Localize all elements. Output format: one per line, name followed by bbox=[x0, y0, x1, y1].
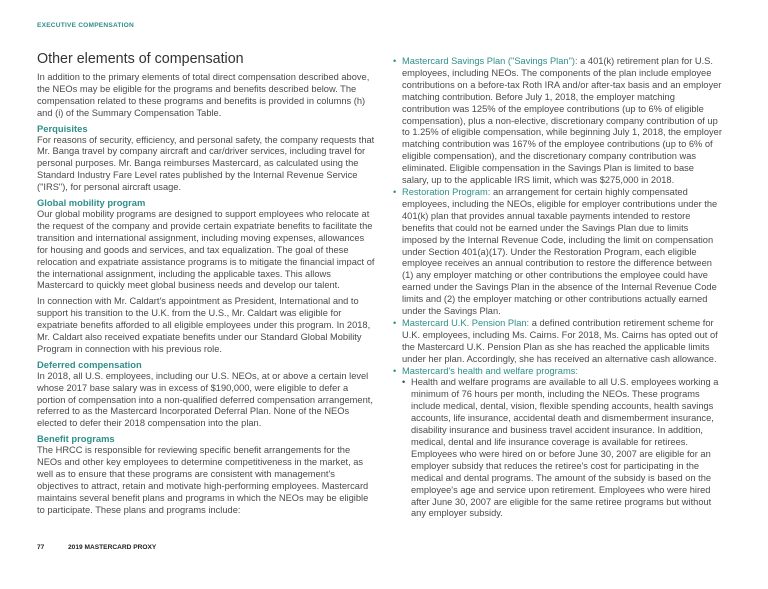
paragraph: For reasons of security, efficiency, and personal safety, the company requests that Mr. Banga travel by company aircraft and car/driver services, including travel for personal purposes. Mr. Banga reimburses Mastercard, as calculated using the Standard Industry Fare Level rates published by the Internal Revenue Service ("IRS"), for personal aircraft usage. bbox=[37, 134, 375, 193]
paragraph: In connection with Mr. Caldart's appointment as President, International and to support his transition to the U.K. from the U.S., Mr. Caldart was eligible for expatriate benefits afforded to all eligible employees under this program. In 2018, Mr. Caldart also received expatiate benefits under our Standard Global Mobility Program in connection with his previous role. bbox=[37, 296, 371, 354]
heading-global-mobility: Global mobility program bbox=[37, 197, 146, 209]
bullet-icon: • bbox=[393, 186, 397, 197]
list-item-uk-pension-plan bbox=[393, 318, 723, 366]
sub-list bbox=[402, 377, 723, 520]
heading-benefit-programs: Benefit programs bbox=[37, 433, 115, 445]
description: a 401(k) retirement plan for U.S. employees, including NEOs. The components of the plan include employee contributions on a before-tax Roth IRA and/or after-tax basis and an employer matching contribution. Before July 1, 2018, the employer matching contribution was 125% of the employee contributions (up to 6% of eligible compensation), plus a non-elective, discretionary company contribution of up to 1.25% of eligible compensation, while beginning July 1, 2018, the employer matching contribution was 167% of the employee contributions (up to 6% of eligible compensation), and the discretionary company contribution was eliminated. Eligible compensation in the Savings Plan is limited to base salary, up to the applicable IRS limit, which was $275,000 in 2018. bbox=[402, 56, 722, 186]
sub-list-item bbox=[402, 377, 723, 520]
paragraph: The HRCC is responsible for reviewing specific benefit arrangements for the NEOs and other key employees to determine competitiveness in the market, as well as to ensure that these programs are consistent with management's objectives to attract, retain and motivate high-performing employees. Mastercard maintains several benefit plans and programs in which the NEOs may be eligible to participate. These plans and programs include: bbox=[37, 445, 369, 515]
page-number: 77 bbox=[37, 544, 45, 551]
description: an arrangement for certain highly compensated employees, including the NEOs, eligible for employer contributions under the 401(k) plan that provides annual taxable payments intended to restore benefits that could not be earned under the Savings Plan due to limits imposed by the Internal Revenue Code, including the limit on compensation under Section 401(a)(17). Under the Restoration Program, each eligible employee receives an annual contribution to restore the difference between (1) any employer matching or other contributions the employee could have earned under the Savings Plan in the absence of the Internal Revenue Code limits and (2) the employer matching or other contributions actually earned under the Savings Plan. bbox=[402, 186, 718, 317]
term: Restoration Program: bbox=[402, 186, 491, 197]
benefit-list bbox=[393, 56, 723, 520]
description: Health and welfare programs are available to all U.S. employees working a minimum of 76 hours per month, including the NEOs. These programs include medical, dental, vision, flexible spending accounts, health savings accounts, life insurance, accidental death and dismemberment insurance, disability insurance and business travel accident insurance. In addition, medical, dental and life insurance coverage is available for retirees. Employees who were hired on or before June 30, 2007 are eligible for an employer subsidy that reduces the retiree's cost for participating in the medical and dental programs. The amount of the subsidy is based on the employee's age and service upon retirement. Employees who were hired after June 30, 2007 are eligible for the same retiree programs but without any employer subsidy. bbox=[411, 377, 719, 519]
left-column bbox=[37, 51, 377, 517]
term: Mastercard's health and welfare programs: bbox=[402, 365, 578, 376]
heading-perquisites: Perquisites bbox=[37, 122, 88, 134]
intro-paragraph: In addition to the primary elements of total direct compensation described above, the NEOs may be eligible for the programs and benefits described below. The compensation related to these programs and benefits is provided in columns (h) and (i) of the Summary Compensation Table. bbox=[37, 72, 370, 118]
bullet-icon: • bbox=[393, 317, 397, 328]
section-label: EXECUTIVE COMPENSATION bbox=[37, 22, 134, 29]
document-title: 2019 MASTERCARD PROXY bbox=[68, 544, 157, 551]
term: Mastercard U.K. Pension Plan: bbox=[402, 317, 530, 328]
bullet-icon: • bbox=[402, 377, 406, 388]
bullet-icon: • bbox=[393, 56, 397, 66]
paragraph: In 2018, all U.S. employees, including our U.S. NEOs, at or above a certain level whose 2017 base salary was in excess of $190,000, were eligible to defer a portion of compensation into a non-qualified deferred compensation arrangement, referred to as the Mastercard Incorporated Deferral Plan. None of the NEOs elected to defer their 2018 compensation into the plan. bbox=[37, 370, 373, 429]
term: Mastercard Savings Plan ("Savings Plan"): bbox=[402, 56, 578, 66]
list-item-restoration-program bbox=[393, 187, 723, 318]
list-item-savings-plan bbox=[393, 56, 723, 187]
heading-deferred-compensation: Deferred compensation bbox=[37, 358, 142, 370]
bullet-icon: • bbox=[393, 365, 397, 376]
paragraph: Our global mobility programs are designed to support employees who relocate at the request of the company and provide certain expatriate benefits to facilitate the transition and international assignment, including moving expenses, allowances for housing and goods and services, and tax equalization. The goal of these relocation and expatriate assistance programs is to mitigate the financial impact of the international assignment, including the applicable taxes. This allows Mastercard to quickly meet global business needs and develop our talent. bbox=[37, 208, 375, 291]
description: a defined contribution retirement scheme for U.K. employees, including Ms. Cairns. For 2018, Ms. Cairns has opted out of the Mastercard U.K. Pension Plan as she has reached the applicable limits under her plan. Accordingly, she has received an alternative cash allowance. bbox=[402, 317, 718, 364]
list-item-health-welfare bbox=[393, 366, 723, 521]
page-title: Other elements of compensation bbox=[37, 51, 244, 67]
right-column bbox=[393, 56, 723, 520]
page-footer bbox=[37, 544, 156, 551]
